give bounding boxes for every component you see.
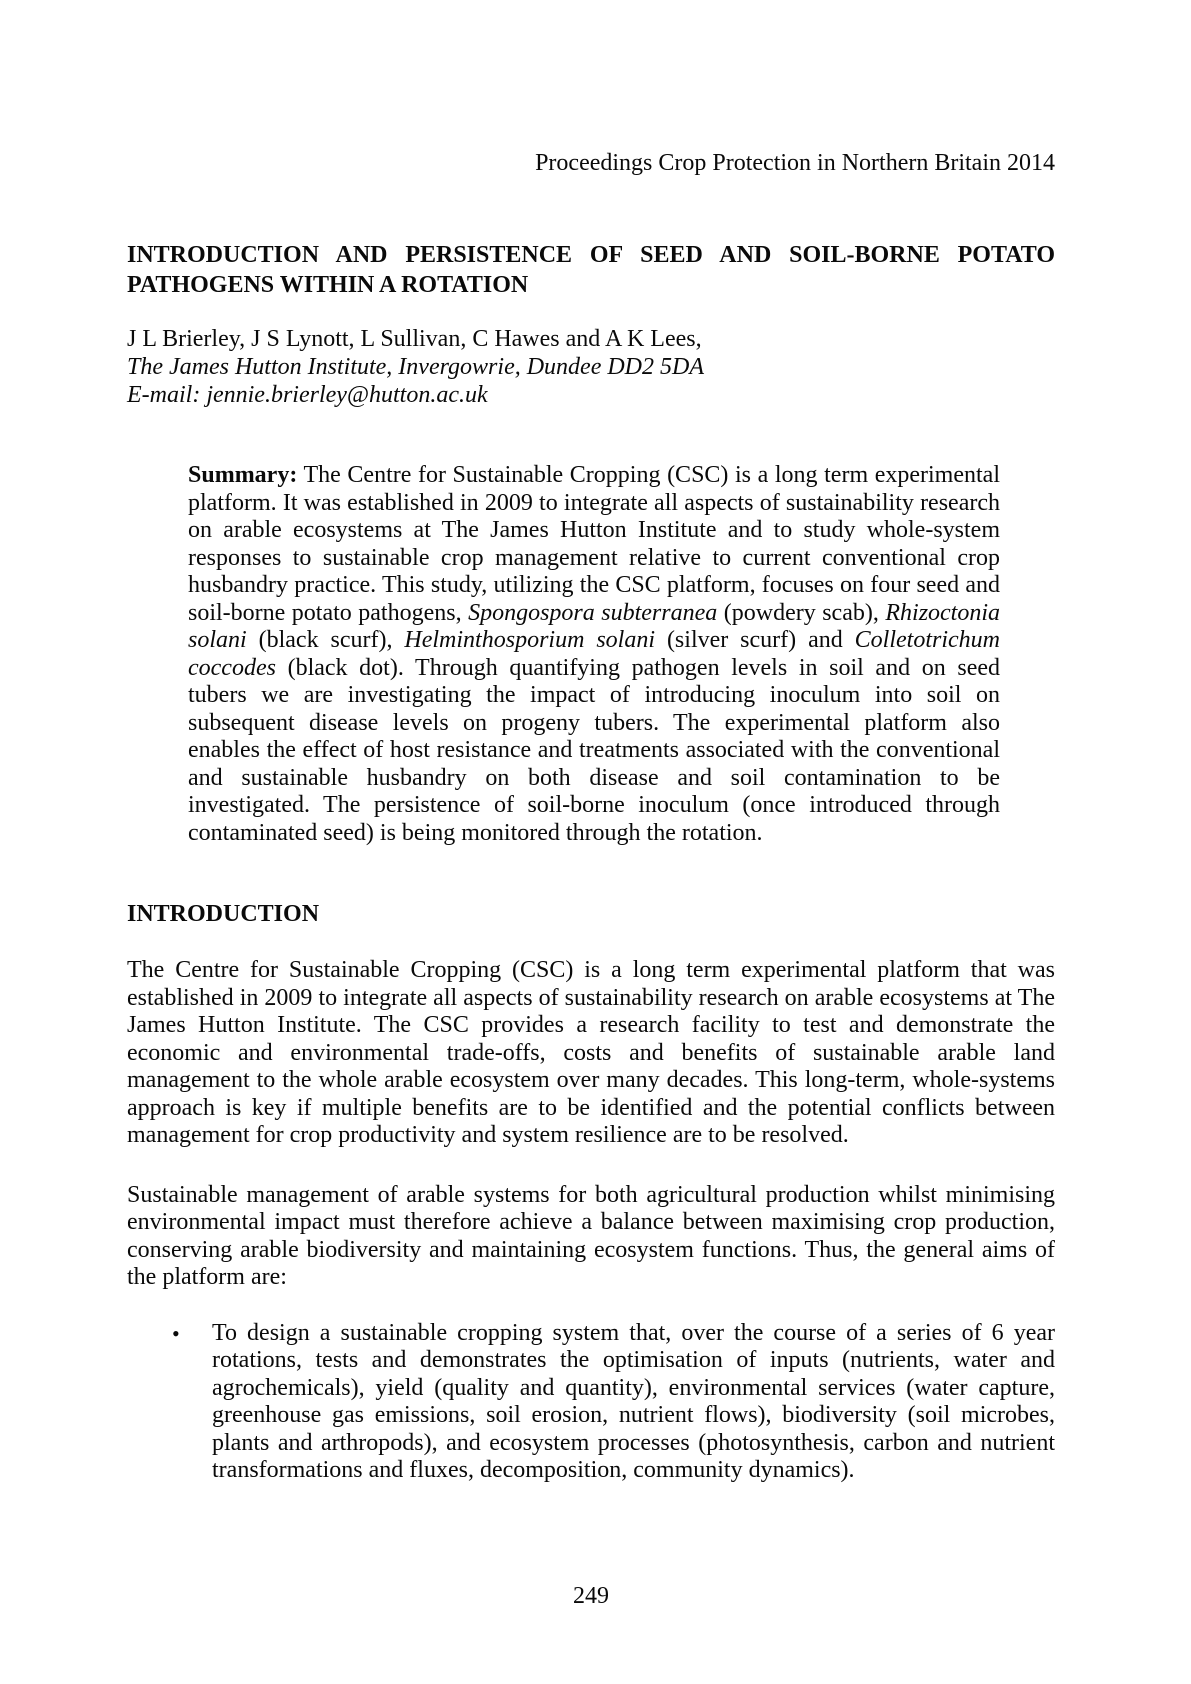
paper-title: INTRODUCTION AND PERSISTENCE OF SEED AND SOIL-BORNE POTATO PATHOGENS WITHIN A ROTATION: [127, 242, 1055, 298]
species-name: Helminthosporium solani: [404, 627, 656, 653]
section-heading-introduction: INTRODUCTION: [127, 901, 320, 927]
aims-bullet-item: [172, 1320, 1055, 1485]
page-number: 249: [573, 1582, 609, 1609]
species-name: Colletotrichum coccodes: [188, 627, 1000, 681]
author-email: E-mail: jennie.brierley@hutton.ac.uk: [127, 382, 488, 408]
aims-bullet-text: To design a sustainable cropping system that, over the course of a series of 6 year rotations, tests and demonstrates the optimisation of inputs (nutrients, water and agrochemicals), yield (quality and quantity), environmental services (water capture, greenhouse gas emissions, soil erosion, nutrient flows), biodiversity (soil microbes, plants and arthropods), and ecosystem processes (photosynthesis, carbon and nutrient transformations and fluxes, decomposition, community dynamics).: [212, 1319, 1055, 1483]
summary-text-segment: (black dot). Through quantifying pathogen levels in soil and on seed tubers we are investigating the impact of introducing inoculum into soil on subsequent disease levels on progeny tubers. The experimental platform also enables the effect of host resistance and treatments associated with the conventional and sustainable husbandry on both disease and soil contamination to be investigated. The persistence of soil-borne inoculum (once introduced through contaminated seed) is being monitored through the rotation.: [188, 654, 1000, 846]
author-affiliation: The James Hutton Institute, Invergowrie, Dundee DD2 5DA: [127, 354, 705, 380]
summary-label: Summary:: [188, 462, 298, 488]
summary-text-segment: (black scurf),: [246, 627, 405, 653]
species-name: Spongospora subterranea: [468, 599, 718, 626]
summary-paragraph: [188, 462, 1000, 847]
summary-text-segment: (powdery scab),: [717, 599, 886, 626]
introduction-paragraph: The Centre for Sustainable Cropping (CSC) is a long term experimental platform that was established in 2009 to integrate all aspects of sustainability research on arable ecosystems at The James Hutton Institute. The CSC provides a research facility to test and demonstrate the economic and environmental trade-offs, costs and benefits of sustainable arable land management to the whole arable ecosystem over many decades. This long-term, whole-systems approach is key if multiple benefits are to be identified and the potential conflicts between management for crop productivity and system resilience are to be resolved.: [127, 957, 1055, 1148]
introduction-paragraph: Sustainable management of arable systems for both agricultural production whilst minimising environmental impact must therefore achieve a balance between maximising crop production, conserving arable biodiversity and maintaining ecosystem functions. Thus, the general aims of the platform are:: [127, 1181, 1055, 1290]
summary-text-segment: (silver scurf) and: [655, 627, 855, 653]
authors-block: [127, 325, 1055, 409]
author-names: J L Brierley, J S Lynott, L Sullivan, C Hawes and A K Lees,: [127, 326, 702, 352]
running-header: Proceedings Crop Protection in Northern Britain 2014: [535, 150, 1055, 176]
species-name: Rhizoctonia solani: [188, 599, 1001, 653]
summary-text-segment: The Centre for Sustainable Cropping (CSC) is a long term experimental platform. It was established in 2009 to integrate all aspects of sustainability research on arable ecosystems at The James Hutton Institute and to study whole-system responses to sustainable crop management relative to current conventional crop husbandry practice. This study, utilizing the CSC platform, focuses on four seed and soil-borne potato pathogens,: [188, 462, 1000, 626]
bullet-icon: •: [172, 1320, 180, 1346]
